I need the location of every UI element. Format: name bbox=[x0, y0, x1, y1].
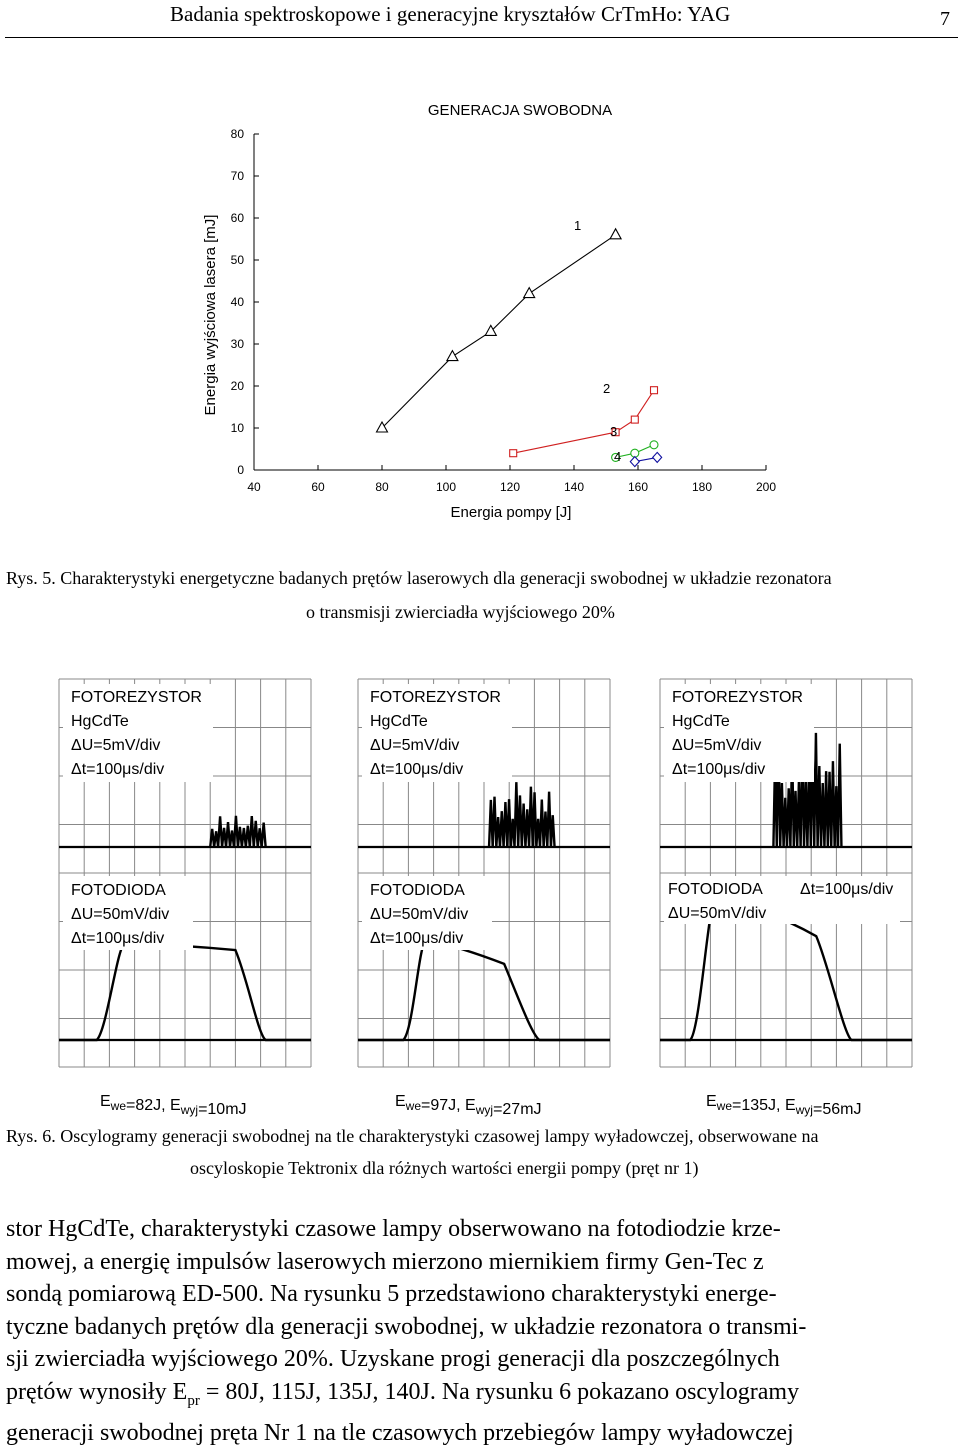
y-tick-label: 0 bbox=[237, 463, 244, 477]
x-tick-label: 60 bbox=[311, 480, 325, 494]
fotodioda-label: FOTODIODA bbox=[71, 882, 166, 899]
page-number: 7 bbox=[940, 8, 950, 30]
y-tick-label: 30 bbox=[230, 337, 244, 351]
body-line: mowej, a energię impulsów laserowych mierzono miernikiem firmy Gen-Tec z bbox=[6, 1248, 764, 1275]
figure-6-caption-line1: Rys. 6. Oscylogramy generacji swobodnej na tle charakterystyki czasowej lampy wyładowczej, obserwowane na bbox=[6, 1126, 819, 1146]
series-label-2: 2 bbox=[603, 381, 611, 396]
x-tick-label: 100 bbox=[435, 480, 457, 494]
fotorezystor-label: ΔU=5mV/div bbox=[370, 737, 460, 754]
x-tick-label: 140 bbox=[563, 480, 585, 494]
energy-label: $E_{we}=82J$, $E_{wyj}=10mJ$ bbox=[100, 1093, 247, 1118]
x-tick-label: 180 bbox=[691, 480, 713, 494]
series-label-1: 1 bbox=[574, 218, 582, 233]
energy-label: $E_{we}=97J$, $E_{wyj}=27mJ$ bbox=[395, 1093, 542, 1118]
x-tick-label: 40 bbox=[247, 480, 261, 494]
y-tick-label: 20 bbox=[230, 379, 244, 393]
oscillogram-2 bbox=[358, 679, 610, 1118]
x-tick-label: 200 bbox=[755, 480, 777, 494]
fotodioda-label: ΔU=50mV/div bbox=[71, 906, 170, 923]
fotorezystor-label: ΔU=5mV/div bbox=[71, 737, 161, 754]
fotorezystor-label: FOTOREZYSTOR bbox=[370, 689, 501, 706]
y-tick-label: 70 bbox=[230, 169, 244, 183]
body-line: tyczne badanych prętów dla generacji swobodnej, w układzie rezonatora o transmi- bbox=[6, 1313, 807, 1340]
body-line: stor HgCdTe, charakterystyki czasowe lampy obserwowano na fotodiodzie krze- bbox=[6, 1216, 781, 1242]
fotorezystor-label: FOTOREZYSTOR bbox=[672, 689, 803, 706]
fotodioda-label: FOTODIODA bbox=[370, 882, 465, 899]
chart-xlabel: Energia pompy [J] bbox=[450, 504, 572, 521]
fotorezystor-label: HgCdTe bbox=[71, 713, 129, 730]
y-tick-label: 40 bbox=[230, 295, 244, 309]
fotodioda-label: Δt=100μs/div bbox=[71, 930, 165, 947]
fotorezystor-label: ΔU=5mV/div bbox=[672, 737, 762, 754]
energy-label: $E_{we}=135J$, $E_{wyj}=56mJ$ bbox=[706, 1093, 862, 1118]
running-header: Badania spektroskopowe i generacyjne kryształów CrTmHo: YAG bbox=[170, 2, 731, 26]
figure-5-caption-line1: Rys. 5. Charakterystyki energetyczne badanych prętów laserowych dla generacji swobodnej w układzie rezonatora bbox=[6, 568, 832, 588]
fotorezystor-label: FOTOREZYSTOR bbox=[71, 689, 202, 706]
figure-5-caption-line2: o transmisji zwierciadła wyjściowego 20% bbox=[306, 602, 615, 622]
chart-title: GENERACJA SWOBODNA bbox=[427, 102, 613, 119]
fotodioda-label: ΔU=50mV/div bbox=[370, 906, 469, 923]
fotorezystor-label: HgCdTe bbox=[370, 713, 428, 730]
y-tick-label: 50 bbox=[230, 253, 244, 267]
body-paragraph bbox=[6, 1213, 952, 1450]
x-tick-label: 120 bbox=[499, 480, 521, 494]
chart-ylabel: Energia wyjściowa lasera [mJ] bbox=[202, 214, 219, 416]
series-label-4: 4 bbox=[614, 449, 622, 464]
x-tick-label: 80 bbox=[375, 480, 389, 494]
fotorezystor-signal bbox=[210, 816, 265, 847]
body-line: sji zwierciadła wyjściowego 20%. Uzyskane progi generacji dla poszczególnych bbox=[6, 1346, 780, 1373]
y-tick-label: 80 bbox=[230, 127, 244, 141]
fotodioda-label: Δt=100μs/div bbox=[800, 881, 894, 898]
body-line: generacji swobodnej pręta Nr 1 na tle czasowych przebiegów lampy wyładowczej bbox=[6, 1420, 794, 1447]
fotodioda-label: FOTODIODA bbox=[668, 881, 763, 898]
fotorezystor-label: Δt=100μs/div bbox=[672, 761, 766, 778]
fotorezystor-signal bbox=[489, 782, 555, 847]
fotorezystor-label: Δt=100μs/div bbox=[370, 761, 464, 778]
body-line: sondą pomiarową ED-500. Na rysunku 5 przedstawiono charakterystyki energe- bbox=[6, 1281, 777, 1308]
y-tick-label: 10 bbox=[230, 421, 244, 435]
fotorezystor-label: HgCdTe bbox=[672, 713, 730, 730]
fotodioda-label: ΔU=50mV/div bbox=[668, 905, 767, 922]
fotodioda-label: Δt=100μs/div bbox=[370, 930, 464, 947]
y-tick-label: 60 bbox=[230, 211, 244, 225]
figure-6-caption-line2: oscyloskopie Tektronix dla różnych wartości energii pompy (pręt nr 1) bbox=[190, 1158, 699, 1178]
oscillogram-3 bbox=[660, 679, 912, 1118]
body-line: prętów wynosiły $E_{pr} = 80J$, 115J, 135J, 140J. Na rysunku 6 pokazano oscylogramy bbox=[6, 1378, 800, 1409]
oscillogram-1 bbox=[59, 679, 311, 1118]
series-label-3: 3 bbox=[610, 424, 618, 439]
fotorezystor-label: Δt=100μs/div bbox=[71, 761, 165, 778]
x-tick-label: 160 bbox=[627, 480, 649, 494]
